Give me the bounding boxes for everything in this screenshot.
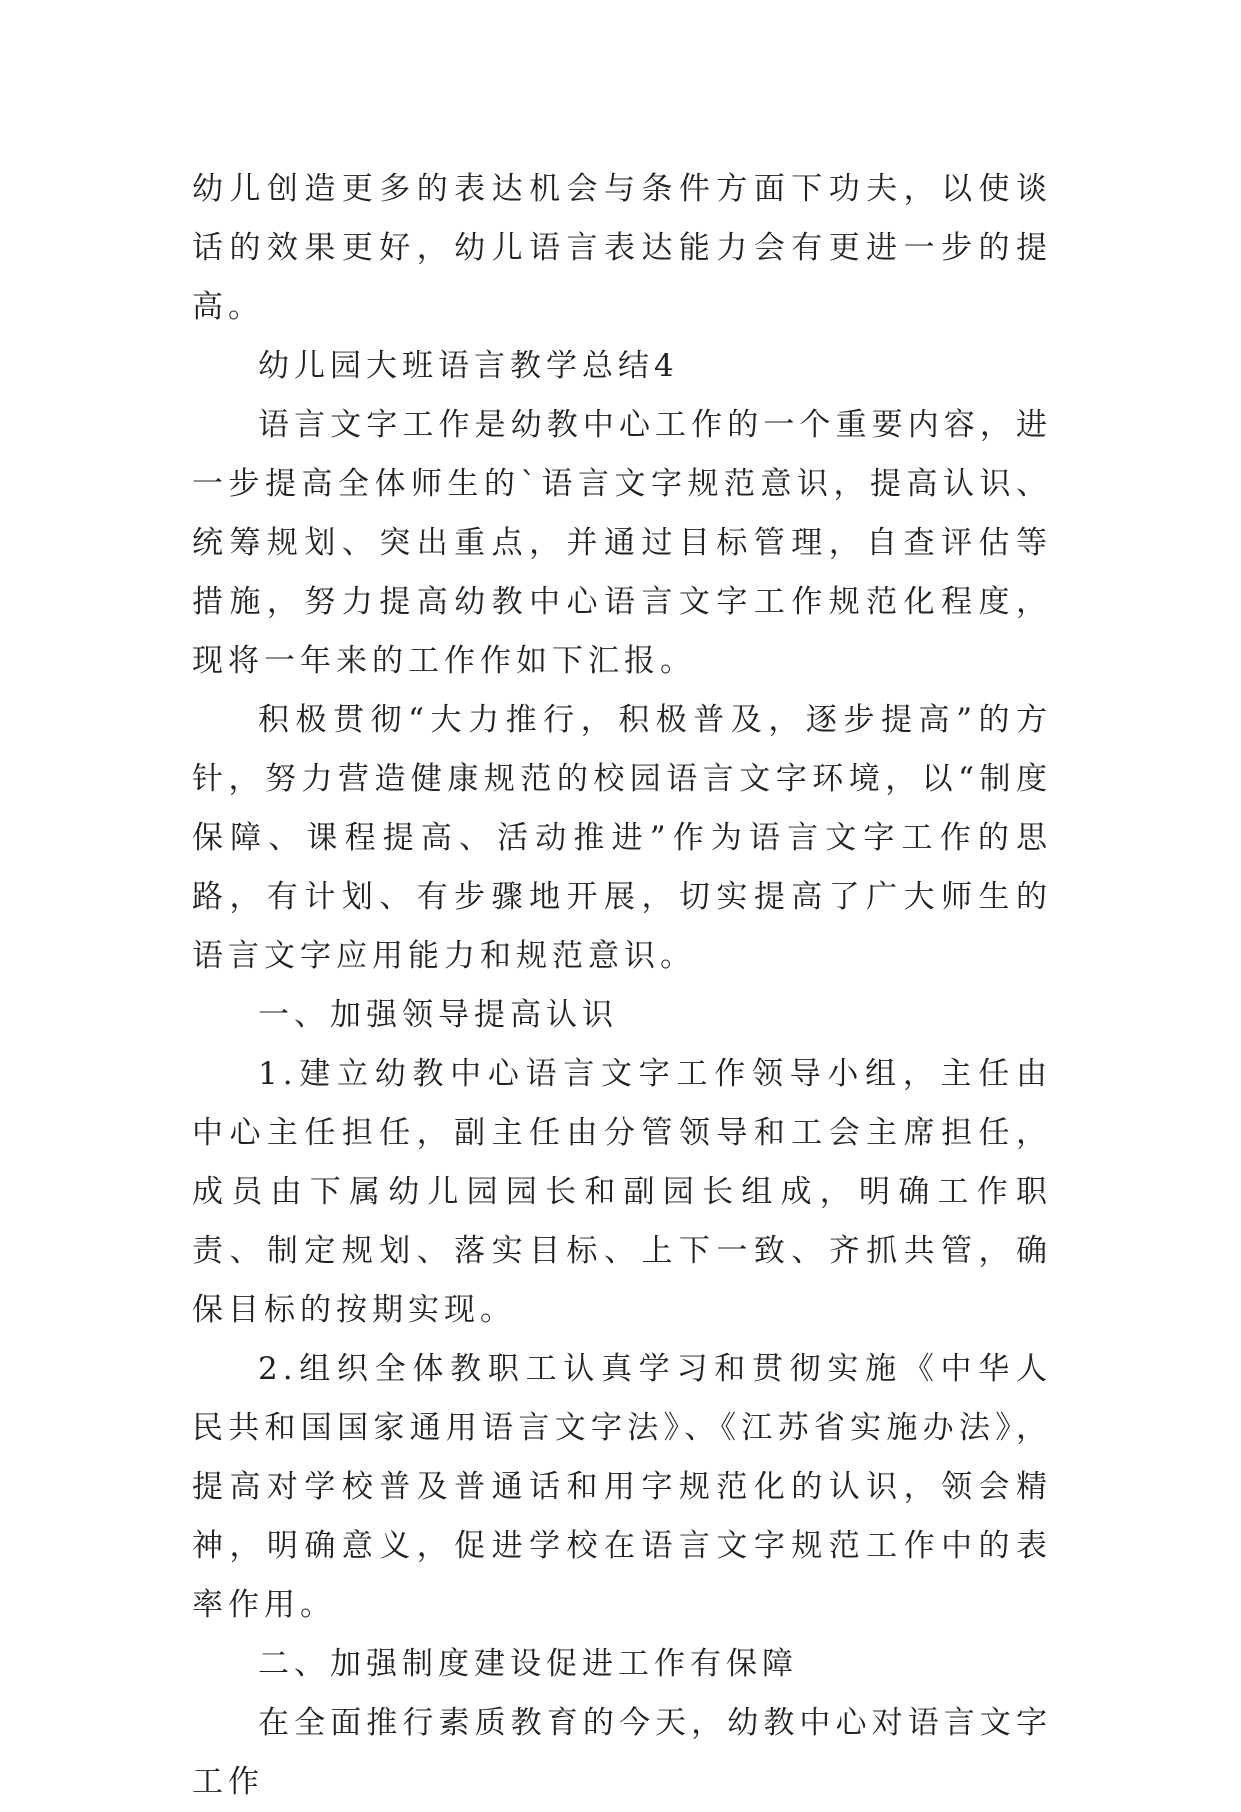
paragraph: 语言文字工作是幼教中心工作的一个重要内容，进一步提高全体师生的`语言文字规范意识，提高认识、统筹规划、突出重点，并通过目标管理，自查评估等措施，努力提高幼教中心语言文字工作规范化程度，现将一年来的工作作如下汇报。 (192, 407, 1052, 679)
paragraph: 在全面推行素质教育的今天，幼教中心对语言文字工作 (192, 1705, 1052, 1800)
paragraph: 1.建立幼教中心语言文字工作领导小组，主任由中心主任担任，副主任由分管领导和工会主席担任，成员由下属幼儿园园长和副园长组成，明确工作职责、制定规划、落实目标、上下一致、齐抓共管，确保目标的按期实现。 (192, 1056, 1052, 1328)
paragraph: 积极贯彻“大力推行，积极普及，逐步提高”的方针，努力营造健康规范的校园语言文字环境，以“制度保障、课程提高、活动推进”作为语言文字工作的思路，有计划、有步骤地开展，切实提高了广大师生的语言文字应用能力和规范意识。 (192, 702, 1052, 974)
document-body (192, 160, 1052, 1812)
section-title: 幼儿园大班语言教学总结4 (258, 348, 679, 384)
section-heading: 一、加强领导提高认识 (258, 997, 618, 1033)
paragraph: 2.组织全体教职工认真学习和贯彻实施《中华人民共和国国家通用语言文字法》、《江苏省实施办法》，提高对学校普及普通话和用字规范化的认识，领会精神，明确意义，促进学校在语言文字规范工作中的表率作用。 (192, 1351, 1052, 1623)
paragraph: 幼儿创造更多的表达机会与条件方面下功夫，以使谈话的效果更好，幼儿语言表达能力会有更进一步的提高。 (192, 171, 1052, 325)
section-heading: 二、加强制度建设促进工作有保障 (258, 1646, 798, 1682)
